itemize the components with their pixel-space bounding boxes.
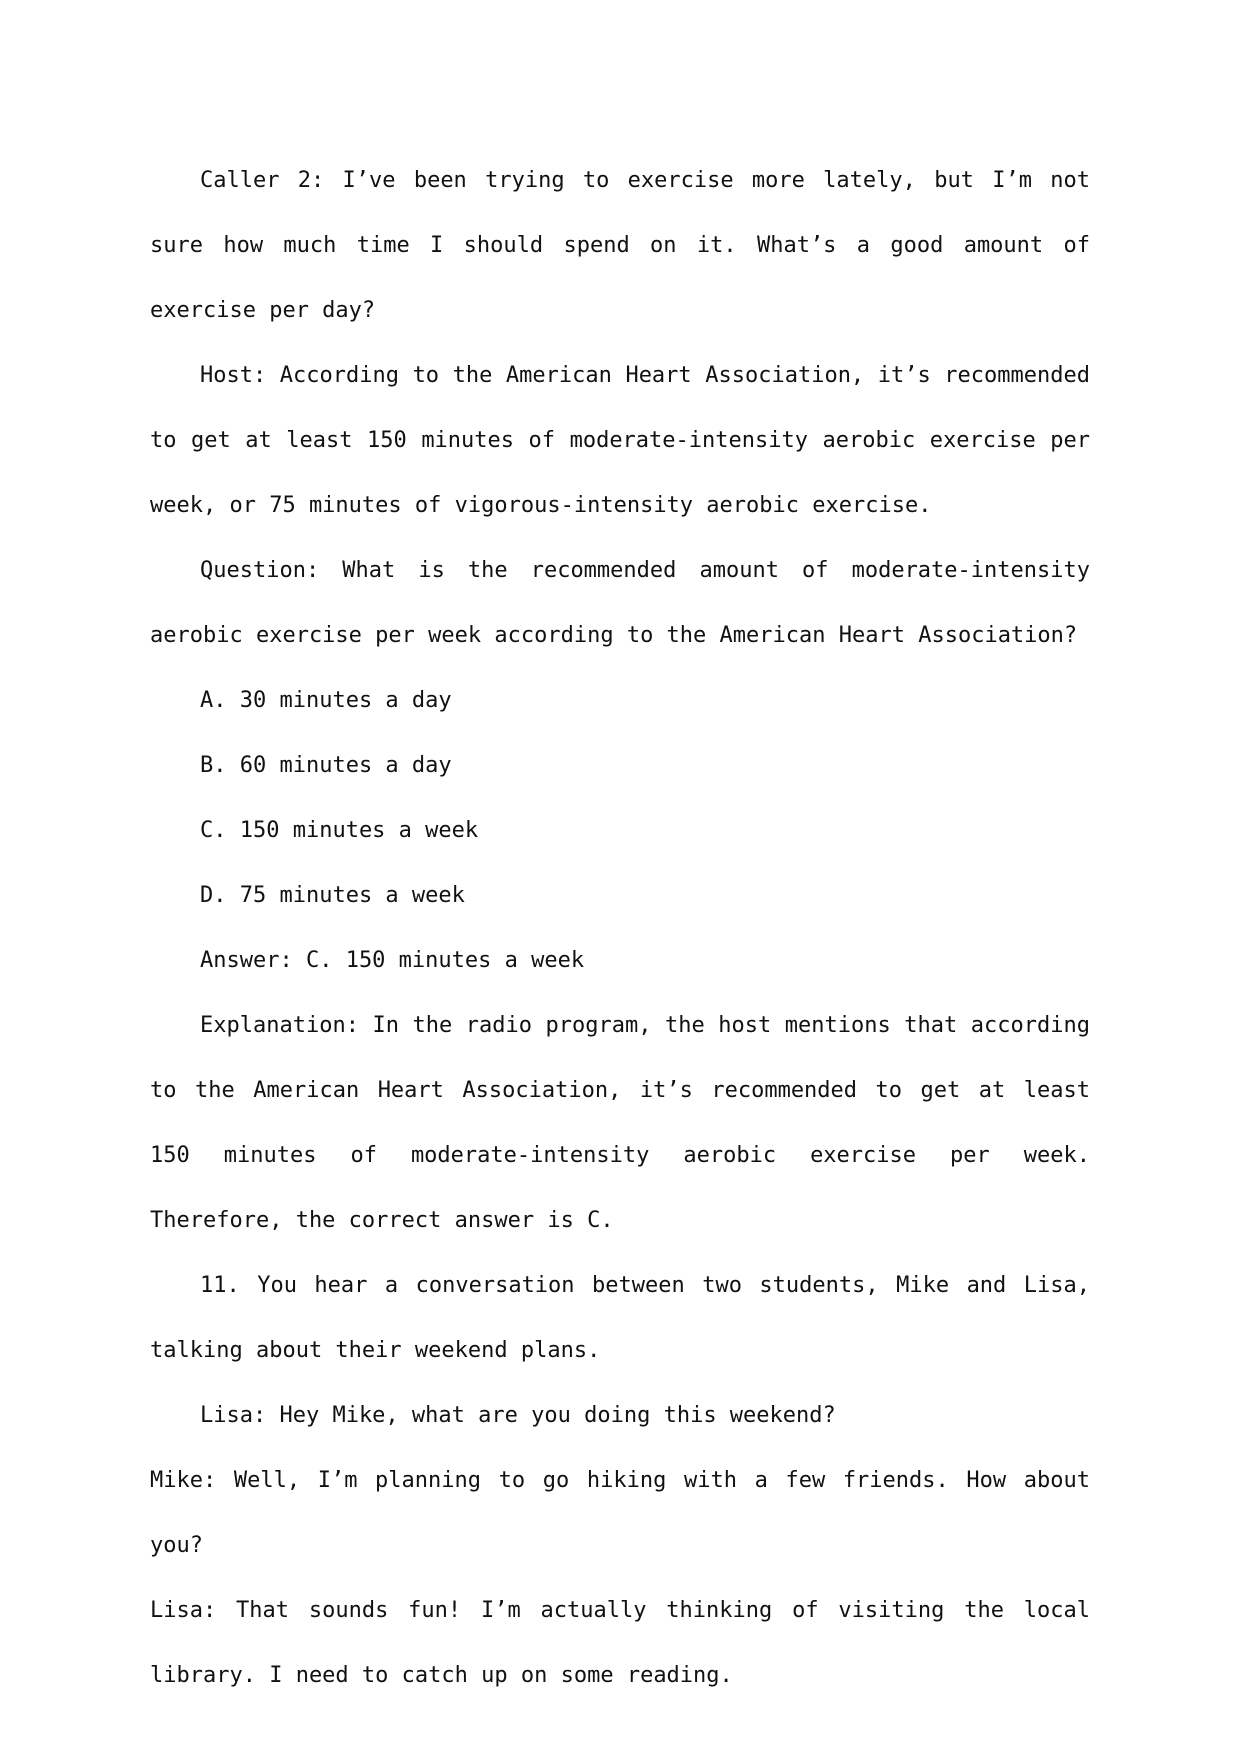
option-d: D. 75 minutes a week	[200, 883, 465, 908]
option-c: C. 150 minutes a week	[200, 818, 479, 843]
lisa-line-2: Lisa: That sounds fun! I’m actually thinking of visiting the local library. I need to catch up on some reading.	[150, 1598, 1104, 1688]
explanation-paragraph: Explanation: In the radio program, the host mentions that according to the American Heart Association, it’s recommended to get at least 150 minutes of moderate-intensity aerobic exercise per week. Therefore, the correct answer is C.	[150, 1013, 1104, 1233]
document-page	[150, 148, 1104, 1708]
mike-line-1: Mike: Well, I’m planning to go hiking with a few friends. How about you?	[150, 1468, 1104, 1558]
lisa-line-1: Lisa: Hey Mike, what are you doing this weekend?	[200, 1403, 836, 1428]
caller-2-paragraph: Caller 2: I’ve been trying to exercise more lately, but I’m not sure how much time I should spend on it. What’s a good amount of exercise per day?	[150, 168, 1104, 323]
option-b: B. 60 minutes a day	[200, 753, 452, 778]
host-paragraph: Host: According to the American Heart Association, it’s recommended to get at least 150 minutes of moderate-intensity aerobic exercise per week, or 75 minutes of vigorous-intensity aerobic exercise.	[150, 363, 1104, 518]
item-11-paragraph: 11. You hear a conversation between two students, Mike and Lisa, talking about their weekend plans.	[150, 1273, 1104, 1363]
answer-line: Answer: C. 150 minutes a week	[200, 948, 585, 973]
question-paragraph: Question: What is the recommended amount of moderate-intensity aerobic exercise per week according to the American Heart Association?	[150, 558, 1104, 648]
option-a: A. 30 minutes a day	[200, 688, 452, 713]
